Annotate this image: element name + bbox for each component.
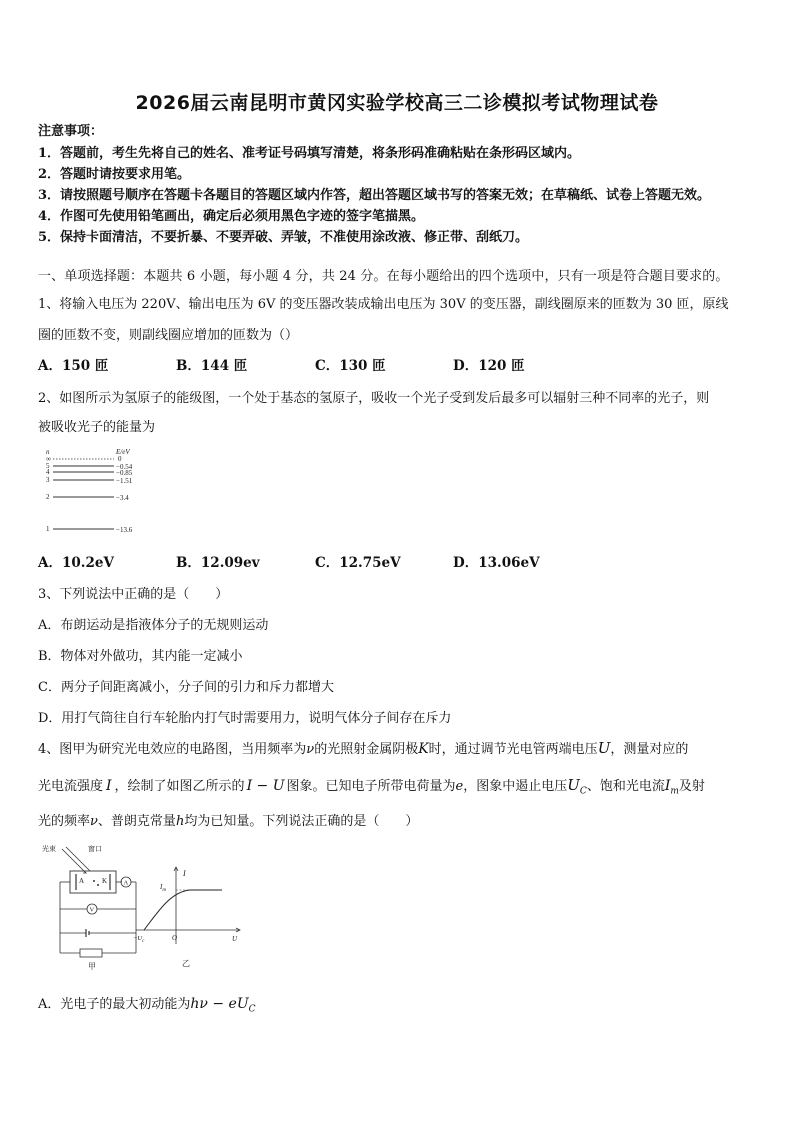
- question-3-stem: 3、下列说法中正确的是（ ）: [38, 587, 229, 602]
- notice-item: 2．答题时请按要求用笔。: [38, 167, 191, 182]
- level-2: [46, 493, 129, 502]
- svg-text:−1.51: −1.51: [116, 477, 133, 485]
- svg-text:4: 4: [46, 468, 50, 476]
- svg-text:A: A: [79, 877, 85, 885]
- svg-text:−3.4: −3.4: [116, 494, 129, 502]
- diagram-e-label: E/eV: [116, 448, 130, 456]
- svg-text:3: 3: [46, 476, 50, 484]
- q2-option-b: B．12.09ev: [176, 555, 260, 571]
- question-1-line-2: 圈的匝数不变，则副线圈应增加的匝数为（）: [38, 328, 299, 343]
- svg-text:窗口: 窗口: [88, 845, 102, 853]
- svg-text:−0.85: −0.85: [116, 469, 133, 477]
- svg-text:Im: $I_m$: [160, 883, 166, 893]
- q1-option-d: D．120 匝: [453, 358, 525, 374]
- svg-text:V: V: [89, 906, 95, 914]
- notice-item: 4．作图可先使用铅笔画出，确定后必须用黑色字迹的签字笔描黑。: [38, 209, 425, 224]
- svg-text:−0.54: −0.54: [116, 463, 133, 471]
- level-3: [46, 476, 133, 485]
- svg-text:光束: 光束: [42, 845, 56, 853]
- notice-item: 1．答题前，考生先将自己的姓名、准考证号码填写清楚，将条形码准确粘贴在条形码区域内。: [38, 146, 581, 161]
- q3-option-d: D．用打气筒往自行车轮胎内打气时需要用力，说明气体分子间存在斥力: [38, 711, 452, 726]
- section-heading: 一、单项选择题：本题共 6 小题，每小题 4 分，共 24 分。在每小题给出的四个选项中，只有一项是符合题目要求的。: [38, 269, 729, 284]
- q2-option-d: D．13.06eV: [453, 555, 540, 571]
- question-2-line-2: 被吸收光子的能量为: [38, 420, 156, 435]
- svg-text:U: U: [232, 935, 238, 943]
- level-1: [46, 525, 133, 534]
- svg-text:0: 0: [118, 455, 122, 463]
- level-inf: [46, 455, 122, 463]
- svg-text:∞: ∞: [46, 455, 51, 463]
- question-4-line-1: 4、图甲为研究光电效应的电路图，当用频率为ν的光照射金属阴极K时，通过调节光电管两端电压U，测量对应的: [38, 739, 689, 757]
- svg-text:A: A: [123, 879, 129, 887]
- figure-caption-jia: 甲: [88, 962, 96, 971]
- question-1-line-1: 1、将输入电压为 220V、输出电压为 6V 的变压器改装成输出电压为 30V 的变压器，副线圈原来的匝数为 30 匝，原线: [38, 297, 729, 312]
- diagram-n-label: n: [46, 448, 50, 456]
- q3-option-a: A．布朗运动是指液体分子的无规则运动: [38, 618, 269, 633]
- level-4: [46, 468, 133, 477]
- q3-option-c: C．两分子间距离减小，分子间的引力和斥力都增大: [38, 680, 334, 695]
- svg-text:O: O: [172, 934, 178, 942]
- notice-item: 5．保持卡面清洁，不要折暴、不要弄破、弄皱，不准使用涂改液、修正带、刮纸刀。: [38, 230, 529, 245]
- figure-caption-yi: 乙: [182, 959, 190, 968]
- svg-text:−13.6: −13.6: [116, 526, 133, 534]
- question-4-line-2: 光电流强度 I ，绘制了如图乙所示的 I − U 图象。已知电子所带电荷量为e，图象中遏止电压$U_C$、饱和光电流$I_m$及射: [38, 776, 705, 797]
- q2-option-c: C．12.75eV: [315, 555, 401, 571]
- svg-text:2: 2: [46, 493, 50, 501]
- page-title: 2026届云南昆明市黄冈实验学校高三二诊模拟考试物理试卷: [135, 92, 659, 114]
- svg-text:5: 5: [46, 462, 50, 470]
- svg-text:−Uc: $-U_c$: [133, 935, 145, 944]
- iu-curve-graph: [130, 862, 248, 972]
- q3-option-b: B．物体对外做功，其内能一定减小: [38, 649, 243, 664]
- energy-level-diagram: [44, 444, 144, 540]
- notice-heading: 注意事项：: [38, 124, 104, 139]
- question-4-line-3: 光的频率ν、普朗克常量h均为已知量。下列说法正确的是（ ）: [38, 814, 419, 829]
- question-2-line-1: 2、如图所示为氢原子的能级图，一个处于基态的氢原子，吸收一个光子受到发后最多可以辐射三种不同率的光子，则: [38, 391, 710, 406]
- q1-option-a: A．150 匝: [38, 358, 109, 374]
- q1-option-c: C．130 匝: [315, 358, 386, 374]
- q4-option-a: A．光电子的最大初动能为$h\nu - eU_C$: [38, 996, 256, 1015]
- q1-option-b: B．144 匝: [176, 358, 248, 374]
- q2-option-a: A．10.2eV: [38, 555, 114, 571]
- svg-text:K: K: [102, 877, 108, 885]
- svg-text:I: I: [183, 869, 186, 878]
- svg-text:1: 1: [46, 525, 50, 533]
- notice-item: 3．请按照题号顺序在答题卡各题目的答题区域内作答，超出答题区域书写的答案无效；在草稿纸、试卷上答题无效。: [38, 188, 711, 203]
